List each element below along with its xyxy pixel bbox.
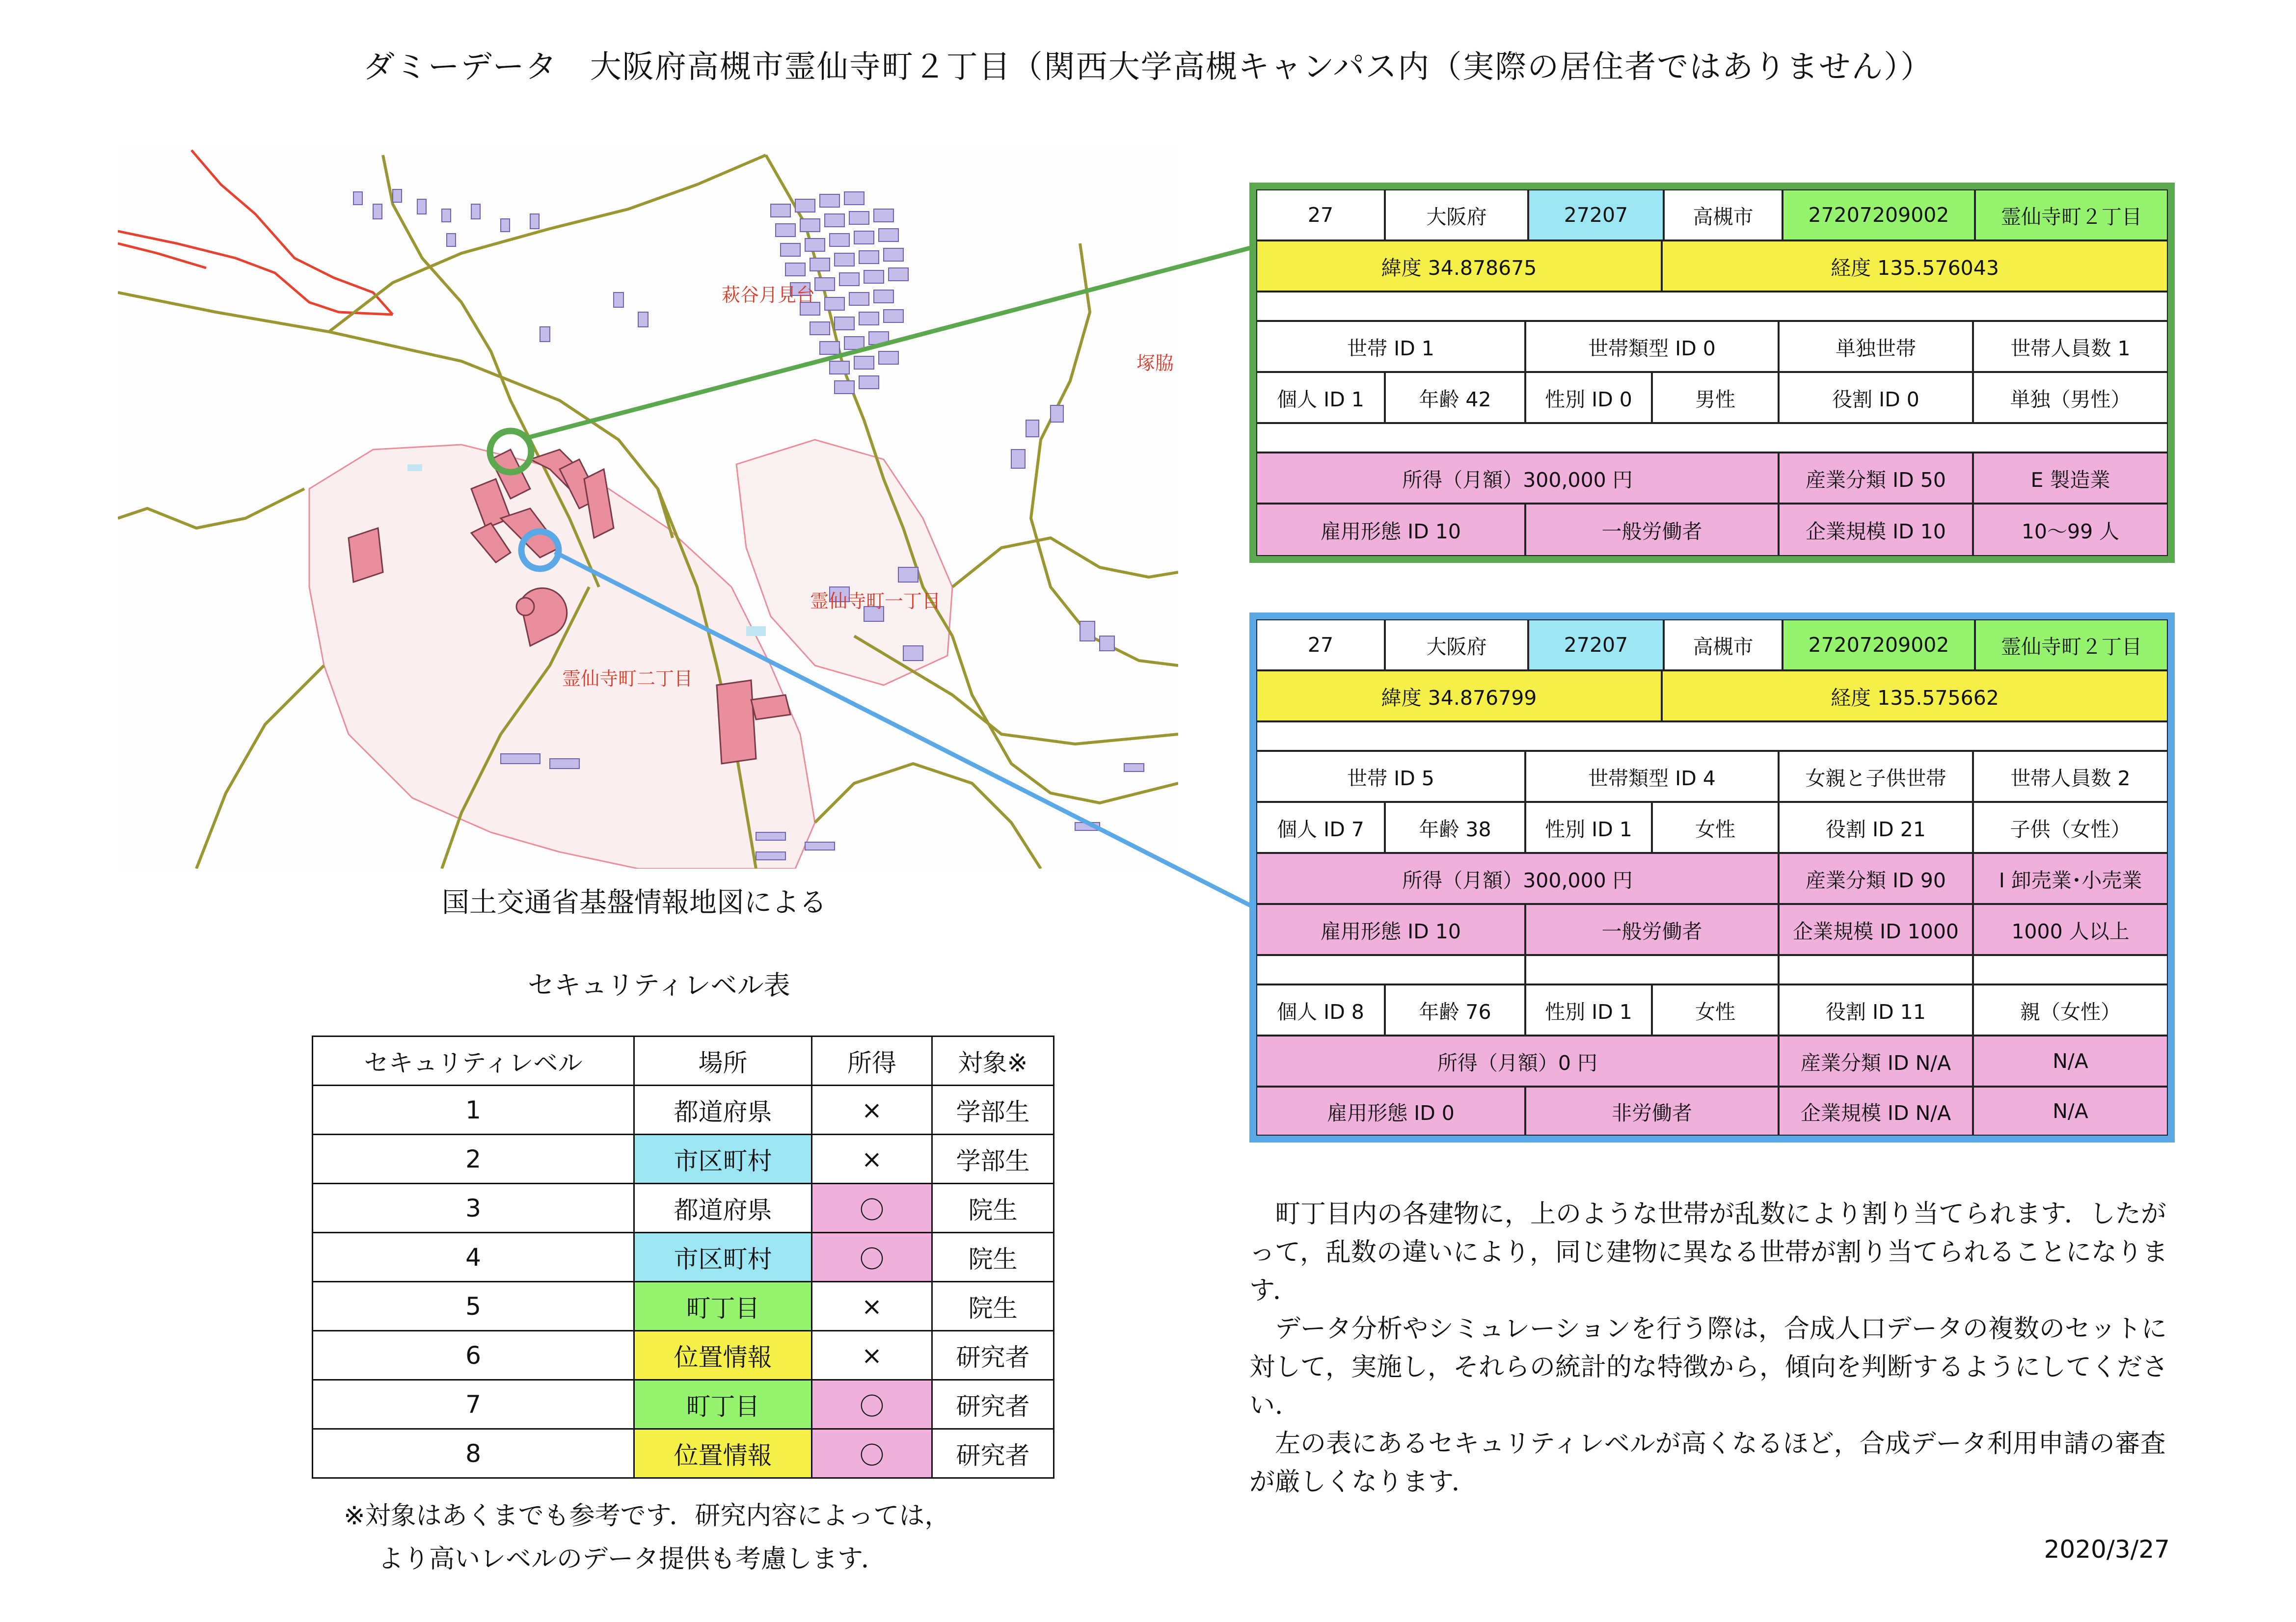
employment-id: 雇用形態 ID 0: [1256, 1087, 1525, 1136]
company-size-id: 企業規模 ID 1000: [1779, 904, 1973, 955]
role-id: 役割 ID 11: [1779, 984, 1973, 1036]
income-cell: 〇: [812, 1429, 932, 1478]
industry: I 卸売業･小売業: [1973, 853, 2168, 904]
pref-code: 27: [1256, 189, 1385, 240]
note-line-2: より高いレベルのデータ提供も考慮します．: [378, 1544, 887, 1574]
document-date: 2020/3/27: [2044, 1535, 2170, 1564]
level-cell: 7: [313, 1380, 634, 1429]
household-id: 世帯 ID 5: [1256, 751, 1525, 802]
place-cell: 都道府県: [634, 1086, 812, 1135]
target-cell: 研究者: [932, 1331, 1054, 1380]
sex-id: 性別 ID 0: [1525, 372, 1652, 423]
household-panel-1: [1249, 183, 2175, 563]
company-size: N/A: [1973, 1087, 2168, 1136]
label-tsukawaki: 塚脇: [1136, 352, 1174, 374]
description-paragraph-2: データ分析やシミュレーションを行う際は，合成人口データの複数のセットに対して，実施し，それらの統計的な特徴から，傾向を判断するようにしてください．: [1249, 1314, 2168, 1420]
target-cell: 学部生: [932, 1135, 1054, 1184]
company-size-id: 企業規模 ID 10: [1779, 504, 1973, 556]
pref-code: 27: [1256, 619, 1385, 670]
age: 年齢 76: [1385, 984, 1525, 1036]
place-cell: 町丁目: [634, 1282, 812, 1331]
industry-id: 産業分類 ID N/A: [1779, 1036, 1973, 1087]
pref-name: 大阪府: [1385, 189, 1528, 240]
place-cell: 位置情報: [634, 1331, 812, 1380]
level-cell: 3: [313, 1184, 634, 1233]
place-cell: 市区町村: [634, 1135, 812, 1184]
income-cell: ×: [812, 1086, 932, 1135]
income-cell: ×: [812, 1282, 932, 1331]
role-id: 役割 ID 21: [1779, 802, 1973, 853]
table-row: [313, 1086, 1054, 1135]
role: 単独（男性）: [1973, 372, 2168, 423]
role: 親（女性）: [1973, 984, 2168, 1036]
header-level: セキュリティレベル: [313, 1037, 634, 1086]
place-cell: 都道府県: [634, 1184, 812, 1233]
household-panel-2: [1249, 612, 2175, 1143]
security-note: [344, 1494, 950, 1581]
household-size: 世帯人員数 2: [1973, 751, 2168, 802]
header-place: 場所: [634, 1037, 812, 1086]
city-code: 27207: [1528, 189, 1664, 240]
level-cell: 4: [313, 1233, 634, 1282]
person-id: 個人 ID 1: [1256, 372, 1385, 423]
description-paragraph-1: 町丁目内の各建物に，上のような世帯が乱数により割り当てられます．したがって，乱数の違いにより，同じ建物に異なる世帯が割り当てられることになります．: [1249, 1199, 2168, 1305]
income-cell: 〇: [812, 1380, 932, 1429]
target-cell: 学部生: [932, 1086, 1054, 1135]
income-cell: ×: [812, 1331, 932, 1380]
household-type-id: 世帯類型 ID 4: [1525, 751, 1779, 802]
employment: 一般労働者: [1525, 904, 1779, 955]
longitude: 経度 135.576043: [1662, 240, 2168, 292]
header-income: 所得: [812, 1037, 932, 1086]
income-cell: 〇: [812, 1233, 932, 1282]
target-cell: 院生: [932, 1233, 1054, 1282]
industry: N/A: [1973, 1036, 2168, 1087]
table-row: [313, 1233, 1054, 1282]
table-row: [313, 1282, 1054, 1331]
sex-id: 性別 ID 1: [1525, 802, 1652, 853]
sex: 女性: [1652, 984, 1779, 1036]
label-hagitani: 萩谷月見台: [722, 284, 815, 306]
spacer-row: [1256, 423, 2168, 452]
level-cell: 6: [313, 1331, 634, 1380]
income-cell: 〇: [812, 1184, 932, 1233]
target-cell: 研究者: [932, 1380, 1054, 1429]
security-level-table: [312, 1036, 1054, 1479]
target-cell: 研究者: [932, 1429, 1054, 1478]
town-code: 27207209002: [1783, 619, 1975, 670]
page-title: ダミーデータ 大阪府高槻市霊仙寺町２丁目（関西大学高槻キャンパス内（実際の居住者ではありません））: [363, 49, 1933, 85]
security-table-caption: セキュリティレベル表: [528, 970, 790, 1001]
employment: 一般労働者: [1525, 504, 1779, 556]
note-line-1: ※対象はあくまでも参考です．研究内容によっては，: [344, 1501, 950, 1531]
spacer-cell: [1525, 955, 1779, 984]
age: 年齢 42: [1385, 372, 1525, 423]
person-id: 個人 ID 8: [1256, 984, 1385, 1036]
latitude: 緯度 34.878675: [1256, 240, 1662, 292]
pref-name: 大阪府: [1385, 619, 1528, 670]
table-header-row: [313, 1037, 1054, 1086]
company-size-id: 企業規模 ID N/A: [1779, 1087, 1973, 1136]
table-row: [313, 1184, 1054, 1233]
label-ryozenji-2: 霊仙寺町二丁目: [562, 668, 693, 690]
household-id: 世帯 ID 1: [1256, 321, 1525, 372]
town-code: 27207209002: [1783, 189, 1975, 240]
sex: 男性: [1652, 372, 1779, 423]
table-row: [313, 1380, 1054, 1429]
header-target: 対象※: [932, 1037, 1054, 1086]
role-id: 役割 ID 0: [1779, 372, 1973, 423]
spacer-cell: [1973, 955, 2168, 984]
city-name: 高槻市: [1664, 189, 1783, 240]
income-cell: ×: [812, 1135, 932, 1184]
spacer-cell: [1779, 955, 1973, 984]
employment-id: 雇用形態 ID 10: [1256, 904, 1525, 955]
table-row: [313, 1331, 1054, 1380]
spacer-cell: [1256, 955, 1525, 984]
household-size: 世帯人員数 1: [1973, 321, 2168, 372]
table-row: [313, 1135, 1054, 1184]
town-name: 霊仙寺町２丁目: [1975, 619, 2168, 670]
place-cell: 位置情報: [634, 1429, 812, 1478]
longitude: 経度 135.575662: [1662, 670, 2168, 721]
spacer-row: [1256, 292, 2168, 321]
place-cell: 市区町村: [634, 1233, 812, 1282]
city-code: 27207: [1528, 619, 1664, 670]
household-type: 単独世帯: [1779, 321, 1973, 372]
target-cell: 院生: [932, 1184, 1054, 1233]
industry-id: 産業分類 ID 50: [1779, 452, 1973, 504]
description: [1249, 1195, 2175, 1501]
level-cell: 5: [313, 1282, 634, 1331]
level-cell: 1: [313, 1086, 634, 1135]
industry-id: 産業分類 ID 90: [1779, 853, 1973, 904]
employment-id: 雇用形態 ID 10: [1256, 504, 1525, 556]
city-name: 高槻市: [1664, 619, 1783, 670]
income: 所得（月額）0 円: [1256, 1036, 1779, 1087]
latitude: 緯度 34.876799: [1256, 670, 1662, 721]
age: 年齢 38: [1385, 802, 1525, 853]
income: 所得（月額）300,000 円: [1256, 452, 1779, 504]
industry: E 製造業: [1973, 452, 2168, 504]
company-size: 1000 人以上: [1973, 904, 2168, 955]
employment: 非労働者: [1525, 1087, 1779, 1136]
map-caption: 国土交通省基盤情報地図による: [442, 887, 827, 919]
role: 子供（女性）: [1973, 802, 2168, 853]
household-type: 女親と子供世帯: [1779, 751, 1973, 802]
label-ryozenji-1: 霊仙寺町一丁目: [810, 590, 941, 612]
spacer-row: [1256, 721, 2168, 751]
place-cell: 町丁目: [634, 1380, 812, 1429]
description-paragraph-3: 左の表にあるセキュリティレベルが高くなるほど，合成データ利用申請の審査が厳しくなります．: [1249, 1429, 2166, 1497]
level-cell: 2: [313, 1135, 634, 1184]
table-row: [313, 1429, 1054, 1478]
income: 所得（月額）300,000 円: [1256, 853, 1779, 904]
sex: 女性: [1652, 802, 1779, 853]
company-size: 10～99 人: [1973, 504, 2168, 556]
target-cell: 院生: [932, 1282, 1054, 1331]
sex-id: 性別 ID 1: [1525, 984, 1652, 1036]
household-type-id: 世帯類型 ID 0: [1525, 321, 1779, 372]
person-id: 個人 ID 7: [1256, 802, 1385, 853]
level-cell: 8: [313, 1429, 634, 1478]
town-name: 霊仙寺町２丁目: [1975, 189, 2168, 240]
